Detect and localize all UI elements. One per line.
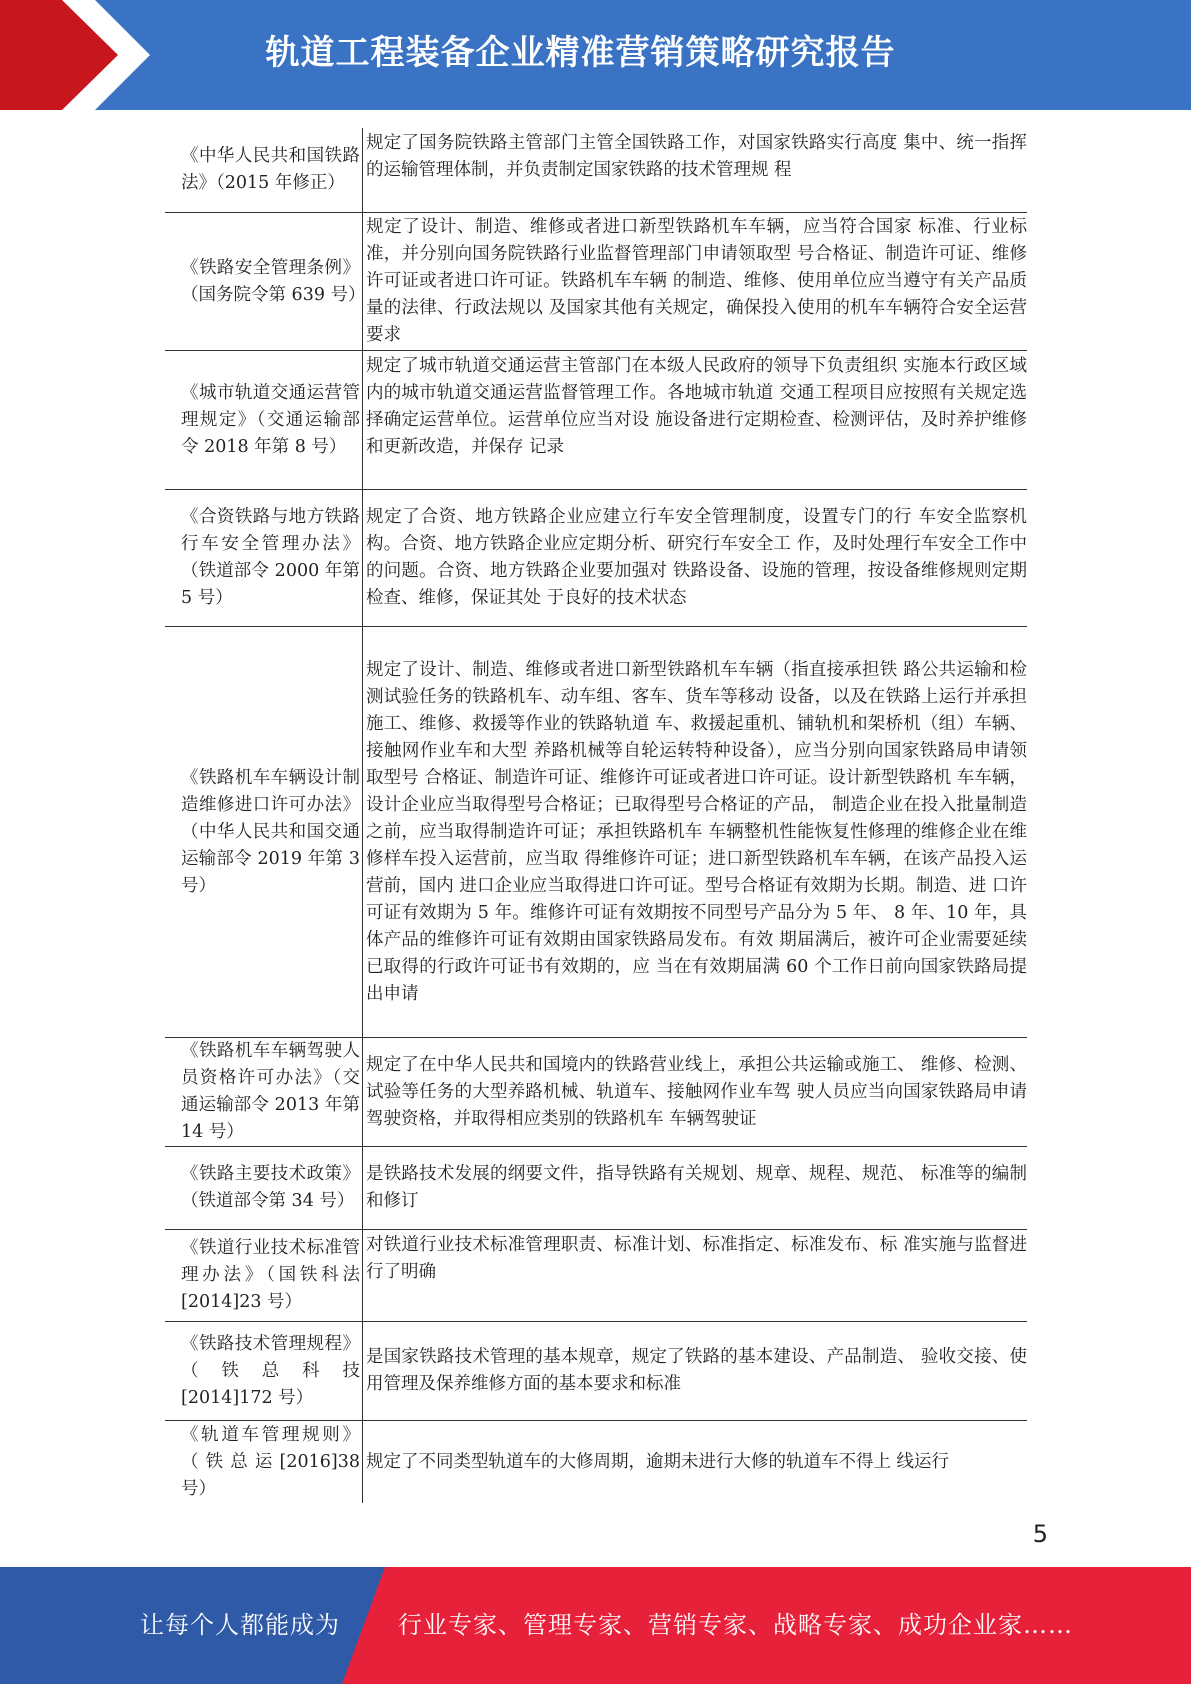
table-row — [165, 1230, 1027, 1322]
regulation-description: 是国家铁路技术管理的基本规章，规定了铁路的基本建设、产品制造、 验收交接、使用管理及保养维修方面的基本要求和标准 — [366, 1347, 1027, 1394]
regulation-name: 《铁道行业技术标准管理办法》（国铁科法[2014]23 号） — [165, 1230, 363, 1321]
regulation-name: 《城市轨道交通运营管理规定》（交通运输部令 2018 年第 8 号） — [165, 351, 363, 489]
regulation-description: 对铁道行业技术标准管理职责、标准计划、标准指定、标准发布、标 准实施与监督进行了明确 — [366, 1235, 1027, 1282]
page-footer — [0, 1567, 1191, 1684]
table-row — [165, 128, 1027, 213]
regulation-name: 《铁路机车车辆驾驶人员资格许可办法》（交通运输部令 2013 年第 14 号） — [165, 1038, 363, 1146]
table-row — [165, 1421, 1027, 1503]
regulation-description: 规定了合资、地方铁路企业应建立行车安全管理制度，设置专门的行 车安全监察机构。合资、地方铁路企业应定期分析、研究行车安全工 作，及时处理行车安全工作中的问题。合资、地方铁路企业要加强对 铁路设备、设施的管理，按设备维修规则定期检查、维修，保证其处 于良好的技术状态 — [366, 507, 1027, 608]
header-arrow-decoration — [0, 0, 150, 110]
table-row — [165, 1147, 1027, 1230]
page-header — [0, 0, 1191, 110]
footer-slogan-left: 让每个人都能成为 — [140, 1611, 340, 1639]
regulations-table — [165, 128, 1027, 1503]
table-row — [165, 1038, 1027, 1147]
table-row — [165, 351, 1027, 490]
regulation-description: 规定了城市轨道交通运营主管部门在本级人民政府的领导下负责组织 实施本行政区域内的城市轨道交通运营监督管理工作。各地城市轨道 交通工程项目应按照有关规定选择确定运营单位。运营单位应当对设 施设备进行定期检查、检测评估，及时养护维修和更新改造，并保存 记录 — [366, 356, 1027, 457]
regulation-description: 规定了设计、制造、维修或者进口新型铁路机车车辆，应当符合国家 标准、行业标准，并分别向国务院铁路行业监督管理部门申请领取型 号合格证、制造许可证、维修许可证或者进口许可证。铁路机车车辆 的制造、维修、使用单位应当遵守有关产品质量的法律、行政法规以 及国家其他有关规定，确保投入使用的机车车辆符合安全运营要求 — [366, 217, 1027, 345]
regulation-description: 规定了不同类型轨道车的大修周期，逾期未进行大修的轨道车不得上 线运行 — [366, 1451, 950, 1472]
header-title: 轨道工程装备企业精准营销策略研究报告 — [265, 33, 896, 73]
footer-slogan-right: 行业专家、管理专家、营销专家、战略专家、成功企业家…… — [398, 1611, 1073, 1639]
table-row — [165, 490, 1027, 627]
table-row — [165, 1322, 1027, 1421]
regulation-description: 规定了设计、制造、维修或者进口新型铁路机车车辆（指直接承担铁 路公共运输和检测试验任务的铁路机车、动车组、客车、货车等移动 设备，以及在铁路上运行并承担施工、维修、救援等作业的铁路轨道 车、救援起重机、铺轨机和架桥机（组）车辆、接触网作业车和大型 养路机械等自轮运转特种设备），应当分别向国家铁路局申请领取型号 合格证、制造许可证、维修许可证或者进口许可证。设计新型铁路机 车车辆，设计企业应当取得型号合格证；已取得型号合格证的产品， 制造企业在投入批量制造之前，应当取得制造许可证；承担铁路机车 车辆整机性能恢复性修理的维修企业在维修样车投入运营前，应当取 得维修许可证；进口新型铁路机车车辆，在该产品投入运营前，国内 进口企业应当取得进口许可证。型号合格证有效期为长期。制造、进 口许可证有效期为 5 年。维修许可证有效期按不同型号产品分为 5 年、 8 年、10 年，具体产品的维修许可证有效期由国家铁路局发布。有效 期届满后，被许可企业需要延续已取得的行政许可证书有效期的，应 当在有效期届满 60 个工作日前向国家铁路局提出申请 — [366, 659, 1027, 1004]
regulation-description: 规定了在中华人民共和国境内的铁路营业线上，承担公共运输或施工、 维修、检测、试验等任务的大型养路机械、轨道车、接触网作业车驾 驶人员应当向国家铁路局申请驾驶资格，并取得相应类别的铁路机车 车辆驾驶证 — [366, 1054, 1027, 1129]
regulation-name: 《铁路机车车辆设计制造维修进口许可办法》（中华人民共和国交通运输部令 2019 年第 3 号） — [165, 627, 363, 1037]
regulation-name: 《铁路主要技术政策》（铁道部令第 34 号） — [165, 1147, 363, 1229]
page-number: 5 — [1032, 1520, 1048, 1548]
table-row — [165, 627, 1027, 1038]
regulation-description: 是铁路技术发展的纲要文件，指导铁路有关规划、规章、规程、规范、 标准等的编制和修订 — [366, 1164, 1027, 1211]
regulation-name: 《轨道车管理规则》（铁总运[2016]38 号） — [165, 1421, 363, 1503]
regulation-name: 《铁路安全管理条例》（国务院令第 639 号） — [165, 213, 363, 350]
regulation-description: 规定了国务院铁路主管部门主管全国铁路工作，对国家铁路实行高度 集中、统一指挥的运输管理体制，并负责制定国家铁路的技术管理规 程 — [366, 133, 1027, 180]
regulation-name: 《中华人民共和国铁路法》（2015 年修正） — [165, 128, 363, 212]
regulation-name: 《合资铁路与地方铁路行车安全管理办法》（铁道部令 2000 年第 5 号） — [165, 490, 363, 626]
regulation-name: 《铁路技术管理规程》（铁总科技[2014]172 号） — [165, 1322, 363, 1420]
table-row — [165, 213, 1027, 351]
